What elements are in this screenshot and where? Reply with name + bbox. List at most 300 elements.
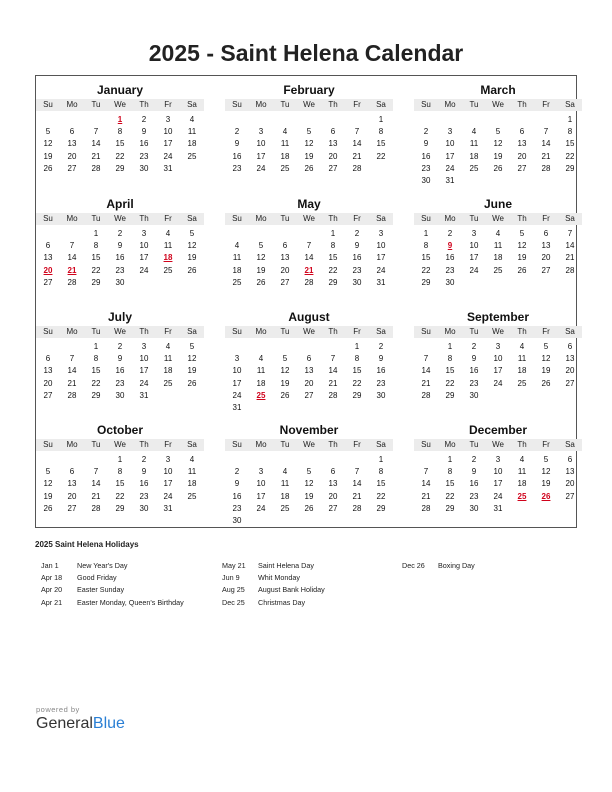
day-cell: 18	[256, 378, 266, 388]
holiday-date: Jun 9	[222, 573, 240, 583]
month-name: August	[288, 310, 330, 324]
day-cell: 22	[421, 265, 431, 275]
weekday-label: Tu	[280, 214, 290, 223]
weekday-label: Sa	[187, 440, 197, 449]
holiday-date: Apr 18	[41, 573, 63, 583]
day-cell: 23	[445, 265, 455, 275]
weekday-label: Fr	[353, 327, 361, 336]
weekday-label: We	[492, 214, 504, 223]
weekday-label: Th	[139, 440, 149, 449]
day-cell: 4	[495, 229, 501, 238]
day-cell: 26	[517, 265, 527, 275]
day-grid	[225, 341, 393, 414]
day-cell: 24	[163, 151, 173, 161]
day-cell: 27	[304, 390, 314, 400]
day-cell: 16	[469, 479, 479, 489]
day-blank	[84, 454, 108, 466]
day-cell: 7	[330, 354, 336, 364]
weekday-label: Su	[43, 440, 53, 449]
day-cell: 27	[517, 163, 527, 173]
weekday-label: Fr	[353, 440, 361, 449]
day-cell: 1	[378, 455, 384, 464]
holiday-date: Aug 25	[222, 585, 245, 595]
day-cell: 24	[139, 378, 149, 388]
day-cell: 21	[352, 151, 362, 161]
weekday-label: Su	[43, 100, 53, 109]
day-cell: 5	[495, 127, 501, 137]
weekday-header	[225, 213, 393, 225]
day-cell: 21	[91, 151, 101, 161]
day-cell: 5	[189, 342, 195, 351]
day-cell: 20	[67, 491, 77, 501]
day-cell: 30	[421, 175, 431, 185]
day-cell: 31	[376, 277, 386, 287]
day-cell: 2	[378, 342, 384, 351]
day-cell: 7	[567, 229, 573, 238]
weekday-label: Th	[517, 327, 527, 336]
day-cell: 23	[469, 378, 479, 388]
day-cell: 4	[282, 127, 288, 137]
day-cell: 21	[91, 491, 101, 501]
day-blank	[249, 114, 273, 126]
day-cell: 10	[493, 354, 503, 364]
month-name: September	[466, 310, 530, 324]
day-cell: 21	[421, 491, 431, 501]
weekday-label: Su	[232, 100, 242, 109]
day-cell: 3	[141, 342, 147, 351]
day-cell: 18	[280, 491, 290, 501]
day-grid	[36, 228, 204, 289]
day-cell: 22	[328, 265, 338, 275]
day-cell: 2	[117, 342, 123, 351]
weekday-label: Th	[139, 100, 149, 109]
day-cell: 15	[376, 139, 386, 149]
weekday-label: Sa	[376, 440, 386, 449]
day-cell: 11	[187, 127, 197, 137]
day-cell: 6	[330, 127, 336, 137]
day-cell: 19	[43, 491, 53, 501]
day-blank	[225, 114, 249, 126]
weekday-label: Th	[139, 327, 149, 336]
day-cell: 23	[376, 378, 386, 388]
month-january	[36, 82, 204, 175]
weekday-label: Sa	[187, 214, 197, 223]
day-cell: 20	[304, 378, 314, 388]
day-cell: 10	[139, 241, 149, 251]
day-cell: 7	[93, 127, 99, 137]
day-cell: 28	[565, 265, 575, 275]
day-cell: 13	[517, 139, 527, 149]
day-cell: 26	[256, 277, 266, 287]
day-cell: 6	[45, 241, 51, 251]
day-cell: 8	[423, 241, 429, 251]
day-cell: 15	[115, 479, 125, 489]
day-blank	[36, 114, 60, 126]
weekday-label: We	[492, 100, 504, 109]
day-cell: 30	[352, 277, 362, 287]
holiday-name: Good Friday	[77, 573, 117, 583]
day-cell: 13	[67, 479, 77, 489]
day-cell: 28	[91, 163, 101, 173]
weekday-header	[414, 326, 582, 338]
weekday-header	[414, 439, 582, 451]
weekday-label: Sa	[565, 440, 575, 449]
day-cell: 27	[565, 378, 575, 388]
weekday-label: Mo	[66, 214, 78, 223]
day-cell: 24	[445, 163, 455, 173]
day-cell: 27	[280, 277, 290, 287]
day-cell: 9	[234, 479, 240, 489]
holiday-name: Saint Helena Day	[258, 561, 314, 570]
holiday-day-cell: 21	[304, 265, 314, 275]
day-blank	[249, 228, 273, 240]
day-cell: 28	[421, 503, 431, 513]
day-cell: 15	[421, 253, 431, 263]
day-cell: 28	[352, 163, 362, 173]
day-cell: 2	[423, 127, 429, 137]
day-cell: 13	[67, 139, 77, 149]
day-cell: 19	[304, 491, 314, 501]
month-name: April	[106, 197, 134, 211]
day-cell: 15	[352, 366, 362, 376]
day-cell: 5	[282, 354, 288, 364]
day-cell: 27	[67, 163, 77, 173]
day-grid	[36, 454, 204, 515]
day-cell: 13	[328, 479, 338, 489]
day-blank	[273, 454, 297, 466]
day-cell: 17	[493, 479, 503, 489]
day-cell: 22	[565, 151, 575, 161]
weekday-label: Sa	[376, 100, 386, 109]
weekday-label: We	[303, 214, 315, 223]
day-cell: 18	[232, 265, 242, 275]
day-cell: 26	[187, 378, 197, 388]
weekday-label: Tu	[280, 440, 290, 449]
day-cell: 31	[139, 390, 149, 400]
day-cell: 23	[139, 491, 149, 501]
weekday-label: Mo	[66, 327, 78, 336]
day-cell: 27	[328, 503, 338, 513]
day-cell: 16	[376, 366, 386, 376]
day-cell: 24	[256, 163, 266, 173]
day-cell: 12	[187, 241, 197, 251]
holiday-day-cell: 18	[163, 253, 173, 263]
weekday-label: We	[303, 440, 315, 449]
day-cell: 16	[232, 151, 242, 161]
day-blank	[225, 228, 249, 240]
weekday-label: Sa	[565, 100, 575, 109]
weekday-label: Mo	[255, 327, 267, 336]
holiday-column	[41, 560, 184, 609]
day-cell: 14	[67, 253, 77, 263]
weekday-label: Th	[328, 440, 338, 449]
day-cell: 14	[352, 139, 362, 149]
day-cell: 2	[471, 455, 477, 464]
weekday-label: Tu	[91, 100, 101, 109]
holiday-column	[222, 560, 325, 609]
day-cell: 20	[67, 151, 77, 161]
holiday-date: May 21	[222, 561, 246, 570]
day-cell: 29	[115, 503, 125, 513]
day-cell: 25	[163, 265, 173, 275]
weekday-label: Tu	[91, 440, 101, 449]
day-cell: 3	[471, 229, 477, 238]
day-cell: 31	[232, 402, 242, 412]
day-cell: 16	[421, 151, 431, 161]
day-cell: 11	[280, 139, 290, 149]
day-cell: 24	[376, 265, 386, 275]
day-cell: 22	[445, 378, 455, 388]
day-cell: 1	[567, 115, 573, 124]
weekday-label: Th	[328, 327, 338, 336]
day-cell: 30	[115, 390, 125, 400]
day-cell: 1	[93, 342, 99, 351]
brand-logo[interactable]	[36, 705, 125, 733]
day-blank	[60, 114, 84, 126]
day-cell: 26	[43, 163, 53, 173]
day-blank	[36, 228, 60, 240]
day-cell: 5	[45, 127, 51, 137]
holiday-name: Christmas Day	[258, 597, 306, 607]
holiday-date: Jan 1	[41, 561, 59, 570]
day-grid	[225, 454, 393, 527]
day-cell: 12	[256, 253, 266, 263]
day-grid	[225, 114, 393, 175]
day-cell: 2	[141, 115, 147, 124]
day-cell: 2	[117, 229, 123, 238]
day-cell: 30	[376, 390, 386, 400]
day-cell: 7	[354, 467, 360, 477]
weekday-header	[225, 439, 393, 451]
day-cell: 9	[141, 467, 147, 477]
day-cell: 17	[256, 151, 266, 161]
day-cell: 30	[139, 503, 149, 513]
day-cell: 7	[423, 354, 429, 364]
day-blank	[225, 454, 249, 466]
day-cell: 17	[445, 151, 455, 161]
day-cell: 16	[139, 139, 149, 149]
day-blank	[297, 114, 321, 126]
weekday-label: Sa	[376, 214, 386, 223]
day-cell: 5	[306, 127, 312, 137]
day-cell: 12	[541, 354, 551, 364]
day-cell: 8	[447, 467, 453, 477]
day-cell: 24	[163, 491, 173, 501]
day-cell: 14	[421, 479, 431, 489]
month-name: March	[480, 83, 516, 97]
day-cell: 5	[189, 229, 195, 238]
day-cell: 7	[69, 241, 75, 251]
weekday-header	[36, 326, 204, 338]
day-cell: 9	[378, 354, 384, 364]
day-cell: 25	[187, 151, 197, 161]
day-cell: 10	[232, 366, 242, 376]
day-cell: 26	[187, 265, 197, 275]
weekday-label: Su	[43, 327, 53, 336]
holiday-day-cell: 25	[517, 491, 527, 501]
weekday-label: Fr	[353, 214, 361, 223]
holiday-name: Boxing Day	[438, 561, 475, 570]
day-blank	[249, 341, 273, 353]
weekday-header	[225, 99, 393, 111]
holiday-column	[402, 560, 475, 572]
weekday-label: We	[114, 440, 126, 449]
month-name: November	[279, 423, 339, 437]
weekday-label: Fr	[353, 100, 361, 109]
weekday-label: Mo	[66, 100, 78, 109]
day-cell: 29	[376, 503, 386, 513]
day-cell: 6	[306, 354, 312, 364]
day-cell: 1	[447, 342, 453, 351]
holiday-day-cell: 21	[67, 265, 77, 275]
weekday-label: Su	[421, 327, 431, 336]
day-cell: 31	[163, 503, 173, 513]
weekday-label: We	[114, 327, 126, 336]
day-cell: 21	[541, 151, 551, 161]
holiday-day-cell: 26	[541, 491, 551, 501]
day-cell: 20	[565, 366, 575, 376]
powered-by-text: powered by	[36, 705, 80, 714]
holiday-date: Apr 21	[41, 597, 63, 607]
day-cell: 14	[328, 366, 338, 376]
day-cell: 14	[541, 139, 551, 149]
day-cell: 28	[352, 503, 362, 513]
day-cell: 28	[328, 390, 338, 400]
day-cell: 17	[256, 491, 266, 501]
day-cell: 15	[91, 366, 101, 376]
weekday-label: Tu	[469, 440, 479, 449]
day-cell: 7	[543, 127, 549, 137]
day-blank	[510, 114, 534, 126]
day-cell: 2	[141, 455, 147, 464]
day-cell: 7	[306, 241, 312, 251]
day-grid	[414, 454, 582, 515]
day-blank	[438, 114, 462, 126]
month-march	[414, 82, 582, 187]
month-september	[414, 309, 582, 402]
day-cell: 24	[232, 390, 242, 400]
day-cell: 1	[330, 229, 336, 238]
weekday-label: Mo	[444, 327, 456, 336]
day-cell: 24	[256, 503, 266, 513]
day-cell: 28	[67, 277, 77, 287]
weekday-header	[414, 213, 582, 225]
day-cell: 6	[567, 455, 573, 464]
weekday-label: Fr	[542, 327, 550, 336]
day-cell: 22	[91, 378, 101, 388]
day-cell: 13	[280, 253, 290, 263]
day-cell: 28	[91, 503, 101, 513]
day-cell: 24	[469, 265, 479, 275]
day-cell: 4	[519, 455, 525, 464]
day-blank	[36, 341, 60, 353]
day-cell: 10	[445, 139, 455, 149]
day-cell: 6	[519, 127, 525, 137]
day-cell: 5	[543, 455, 549, 464]
day-blank	[273, 341, 297, 353]
month-name: October	[96, 423, 143, 437]
day-blank	[462, 114, 486, 126]
day-cell: 6	[330, 467, 336, 477]
day-cell: 5	[519, 229, 525, 238]
day-cell: 2	[234, 467, 240, 477]
day-cell: 4	[282, 467, 288, 477]
holiday-item	[41, 560, 184, 572]
weekday-label: Su	[232, 327, 242, 336]
weekday-label: Mo	[444, 440, 456, 449]
weekday-label: Th	[139, 214, 149, 223]
day-cell: 24	[493, 378, 503, 388]
day-cell: 8	[354, 354, 360, 364]
day-cell: 10	[256, 479, 266, 489]
brand-name-part2: Blue	[92, 715, 125, 732]
holiday-day-cell: 9	[447, 241, 453, 251]
day-cell: 6	[282, 241, 288, 251]
holiday-date: Dec 26	[402, 561, 425, 570]
day-cell: 7	[93, 467, 99, 477]
month-july	[36, 309, 204, 402]
weekday-label: Fr	[164, 214, 172, 223]
day-cell: 3	[234, 354, 240, 364]
day-cell: 30	[232, 515, 242, 525]
month-november	[225, 422, 393, 527]
day-cell: 31	[493, 503, 503, 513]
day-cell: 1	[354, 342, 360, 351]
day-cell: 2	[447, 229, 453, 238]
weekday-label: Tu	[91, 327, 101, 336]
weekday-label: Mo	[66, 440, 78, 449]
month-name: June	[483, 197, 512, 211]
day-cell: 13	[328, 139, 338, 149]
holiday-item	[222, 572, 325, 584]
day-blank	[84, 114, 108, 126]
day-cell: 19	[541, 479, 551, 489]
month-october	[36, 422, 204, 515]
day-cell: 16	[115, 366, 125, 376]
day-blank	[60, 454, 84, 466]
day-cell: 6	[69, 127, 75, 137]
day-cell: 13	[43, 253, 53, 263]
day-cell: 23	[421, 163, 431, 173]
day-cell: 13	[304, 366, 314, 376]
day-cell: 29	[445, 390, 455, 400]
day-cell: 9	[117, 354, 123, 364]
day-blank	[534, 114, 558, 126]
day-cell: 3	[258, 127, 264, 137]
day-cell: 29	[565, 163, 575, 173]
month-december	[414, 422, 582, 515]
day-cell: 8	[117, 127, 123, 137]
day-cell: 27	[43, 390, 53, 400]
day-cell: 26	[43, 503, 53, 513]
day-cell: 19	[304, 151, 314, 161]
day-cell: 29	[91, 390, 101, 400]
day-cell: 17	[469, 253, 479, 263]
day-cell: 19	[256, 265, 266, 275]
day-cell: 4	[189, 455, 195, 464]
weekday-label: Fr	[542, 100, 550, 109]
day-cell: 29	[328, 277, 338, 287]
day-cell: 29	[421, 277, 431, 287]
day-cell: 26	[280, 390, 290, 400]
day-blank	[36, 454, 60, 466]
day-cell: 27	[67, 503, 77, 513]
day-cell: 3	[165, 455, 171, 464]
day-cell: 8	[567, 127, 573, 137]
day-cell: 27	[328, 163, 338, 173]
day-cell: 29	[91, 277, 101, 287]
day-cell: 1	[423, 229, 429, 238]
